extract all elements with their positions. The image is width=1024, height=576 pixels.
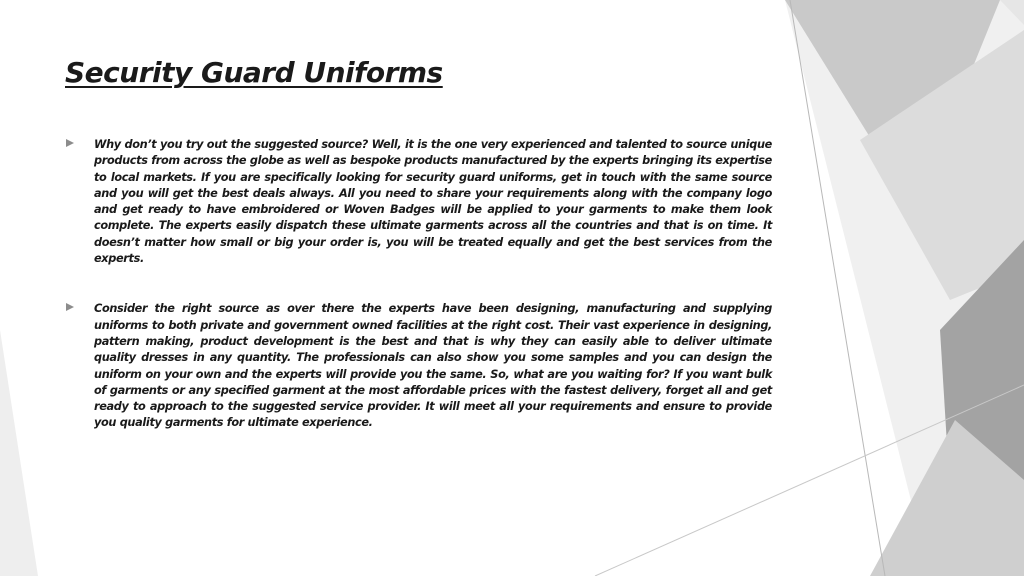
bullet-text: Consider the right source as over there the experts have been designing, manufacturing and supplying uniforms to both private and government owned facilities at the right cost. Their vast experience in designing, pattern making, product development is the best and that is why they can easily able to deliver ultimate quality dresses in any quantity. The professionals can also show you some samples and you can design the uniform on your own and the experts will provide you the same. So, what are you waiting for? If you want bulk of garments or any specified garment at the most affordable prices with the fastest delivery, forget all and get ready to approach to the suggested service provider. It will meet all your requirements and ensure to provide you quality garments for ultimate experience.: [94, 302, 772, 430]
slide-title: Security Guard Uniforms: [65, 56, 443, 89]
bullet-item: [65, 137, 772, 267]
bullet-text: Why don’t you try out the suggested source? Well, it is the one very experienced and talented to source unique products from across the globe as well as bespoke products manufactured by the experts bringing its expertise to local markets. If you are specifically looking for security guard uniforms, get in touch with the same source and you will get the best deals always. All you need to share your requirements along with the company logo and get ready to have embroidered or Woven Badges will be applied to your garments to make them look complete. The experts easily dispatch these ultimate garments across all the countries and that is on time. It doesn’t matter how small or big your order is, you will be treated equally and get the best services from the experts.: [94, 138, 772, 266]
bullet-list: [65, 137, 772, 432]
left-edge-shape: [0, 330, 38, 576]
triangle-bullet-icon: [66, 303, 74, 311]
triangle-bullet-icon: [66, 139, 74, 147]
bullet-item: [65, 301, 772, 431]
